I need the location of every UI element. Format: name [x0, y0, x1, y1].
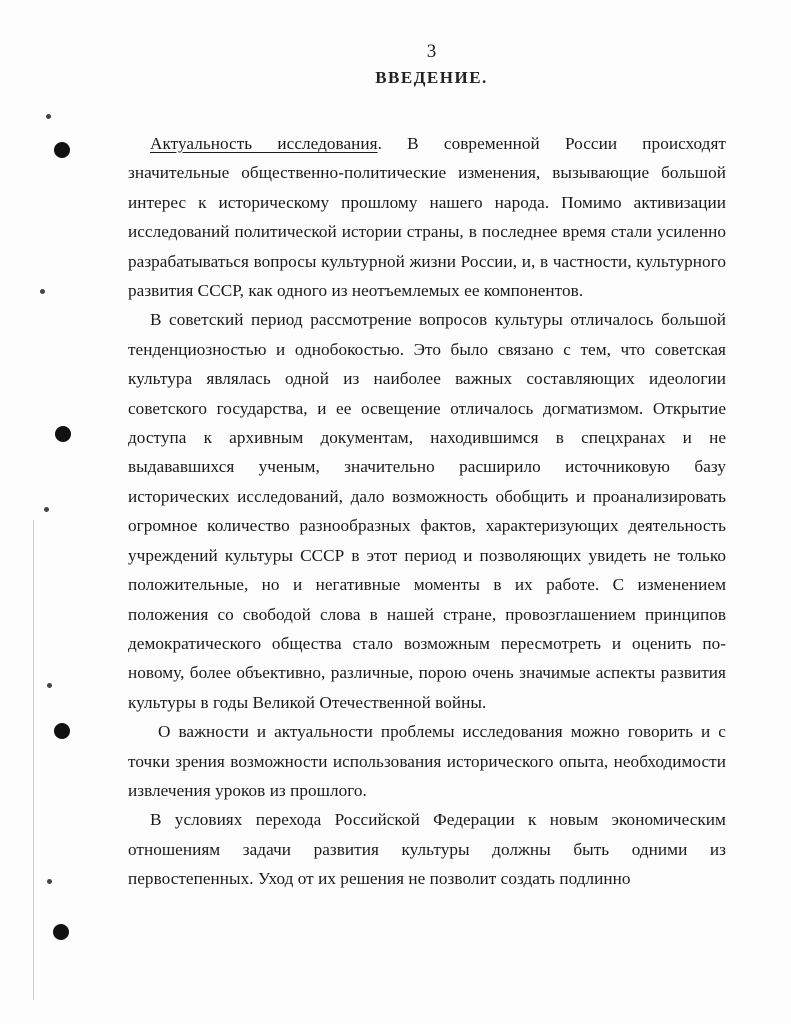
paragraph-3: О важности и актуальности проблемы исследования можно говорить и с точки зрения возможности использования исторического опыта, необходимости извлечения уроков из прошлого. [128, 722, 726, 800]
binder-hole-mark [46, 114, 51, 119]
binder-hole [54, 723, 70, 739]
binder-hole [54, 142, 70, 158]
paragraph-1-text: . В современной России происходят значительные общественно-политические изменения, вызывающие большой интерес к историческому прошлому нашего народа. Помимо активизации исследований политической истории страны, в последнее время стали усиленно разрабатываться вопросы культурной жизни России, и, в частности, культурного развития СССР, как одного из неотъемлемых ее компонентов. [128, 134, 726, 301]
paragraph-1-lead: Актуальность исследования [150, 134, 378, 153]
paragraph-1 [128, 129, 726, 305]
page-number: 3 [426, 41, 437, 62]
paragraph-4: В условиях перехода Российской Федерации к новым экономическим отношениям задачи развития культуры должны быть одними из первостепенных. Уход от их решения не позволит создать подлинно [128, 810, 726, 889]
binder-hole [53, 924, 69, 940]
binder-hole-mark [47, 879, 52, 884]
page-title: ВВЕДЕНИЕ. [375, 68, 488, 87]
binder-hole [55, 426, 71, 442]
binder-hole-mark [47, 683, 52, 688]
binder-hole-mark [44, 507, 49, 512]
paragraph-2: В советский период рассмотрение вопросов культуры отличалось большой тенденциозностью и однобокостью. Это было связано с тем, что советская культура являлась одной из наиболее важных составляющих идеологии советского государства, и ее освещение отличалось догматизмом. Открытие доступа к архивным документам, находившимся в спецхранах и не выдававшихся ученым, значительно расширило источниковую базу исторических исследований, дало возможность обобщить и проанализировать огромное количество разнообразных фактов, характеризующих деятельность учреждений культуры СССР в этот период и позволяющих увидеть не только положительные, но и негативные моменты в их работе. С изменением положения со свободой слова в нашей стране, провозглашением принципов демократического общества стало возможным пересмотреть и оценить по-новому, более объективно, различные, порою очень значимые аспекты развития культуры в годы Великой Отечественной войны. [128, 310, 726, 712]
body-text [128, 129, 726, 894]
margin-line [33, 520, 34, 1000]
binder-hole-mark [40, 289, 45, 294]
